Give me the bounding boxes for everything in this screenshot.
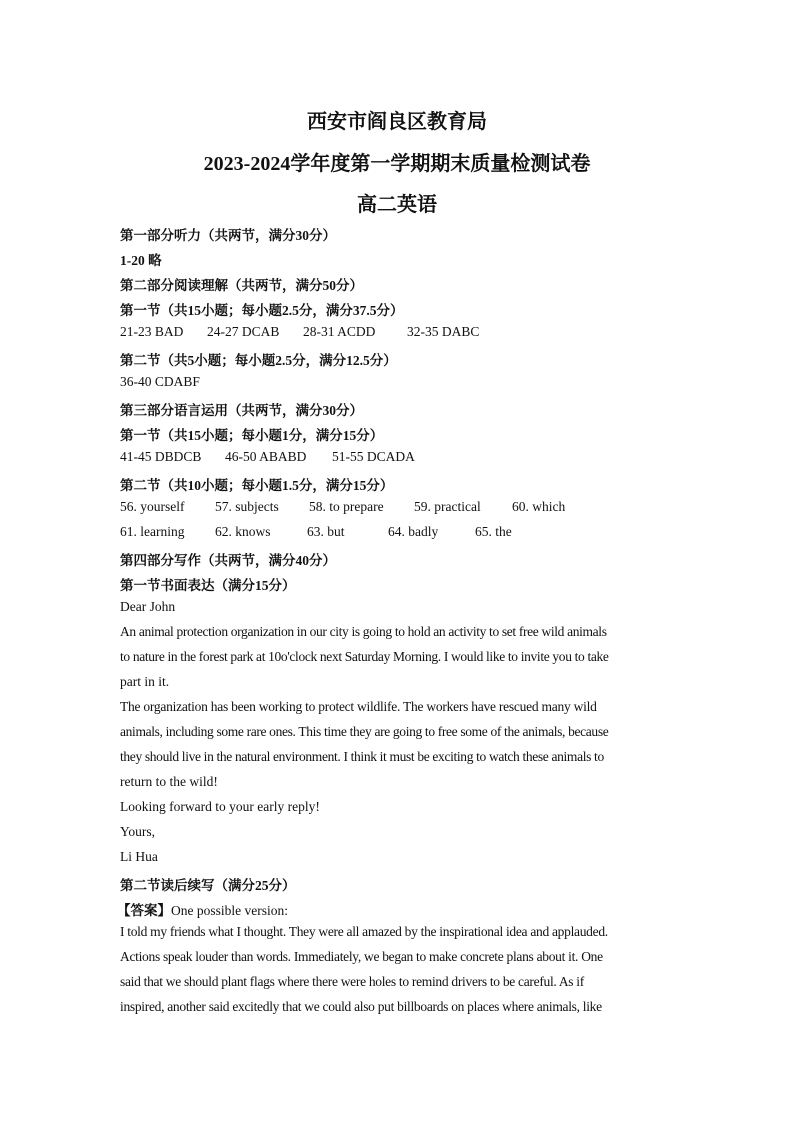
listening-answer: 1-20 略 bbox=[120, 253, 162, 268]
reading-answer-group: 32-35 DABC bbox=[407, 324, 480, 339]
fill-answer: 57. subjects bbox=[215, 499, 279, 514]
continuation-heading: 第二节读后续写（满分25分） bbox=[120, 878, 296, 893]
answer-tag: 【答案】 bbox=[117, 903, 171, 918]
reading-answer-group: 28-31 ACDD bbox=[303, 324, 376, 339]
listening-heading: 第一部分听力（共两节，满分30分） bbox=[120, 228, 336, 243]
letter-salutation: Dear John bbox=[120, 599, 176, 614]
letter-closing: Looking forward to your early reply! bbox=[120, 799, 320, 814]
page-exam-title: 2023-2024学年度第一学期期末质量检测试卷 bbox=[203, 153, 591, 175]
language-section2-heading: 第二节（共10小题；每小题1.5分，满分15分） bbox=[120, 478, 394, 493]
letter-line: An animal protection organization in our city is going to hold an activity to set free wild animals bbox=[120, 624, 607, 639]
fill-answer: 62. knows bbox=[215, 524, 271, 539]
letter-line: return to the wild! bbox=[120, 774, 218, 789]
answer-intro: One possible version: bbox=[171, 903, 288, 918]
fill-answer: 65. the bbox=[475, 524, 512, 539]
language-heading: 第三部分语言运用（共两节，满分30分） bbox=[120, 403, 363, 418]
fill-answer: 60. which bbox=[512, 499, 566, 514]
page-subject-title: 高二英语 bbox=[357, 194, 437, 216]
reading-section1-heading: 第一节（共15小题；每小题2.5分，满分37.5分） bbox=[120, 303, 404, 318]
continuation-line: Actions speak louder than words. Immediately, we began to make concrete plans about it. One bbox=[120, 949, 603, 964]
writing-heading: 第四部分写作（共两节，满分40分） bbox=[120, 553, 336, 568]
reading-answer-group: 21-23 BAD bbox=[120, 324, 184, 339]
fill-answer: 59. practical bbox=[414, 499, 481, 514]
language-answer-group: 46-50 ABABD bbox=[225, 449, 307, 464]
language-answer-group: 51-55 DCADA bbox=[332, 449, 415, 464]
language-answer-group: 41-45 DBDCB bbox=[120, 449, 202, 464]
fill-answer: 63. but bbox=[307, 524, 345, 539]
letter-yours: Yours, bbox=[120, 824, 156, 839]
fill-answer: 64. badly bbox=[388, 524, 439, 539]
fill-answer: 61. learning bbox=[120, 524, 185, 539]
continuation-line: inspired, another said excitedly that we could also put billboards on places where animals, like bbox=[120, 999, 602, 1014]
letter-line: The organization has been working to protect wildlife. The workers have rescued many wild bbox=[120, 699, 597, 714]
page-org-title: 西安市阎良区教育局 bbox=[307, 111, 487, 133]
reading-section2-answer: 36-40 CDABF bbox=[120, 374, 200, 389]
answer-intro-line bbox=[117, 899, 288, 919]
letter-line: animals, including some rare ones. This time they are going to free some of the animals, because bbox=[120, 724, 609, 739]
letter-signature: Li Hua bbox=[120, 849, 158, 864]
letter-line: they should live in the natural environment. I think it must be exciting to watch these animals to bbox=[120, 749, 604, 764]
continuation-line: said that we should plant flags where there were holes to remind drivers to be careful. As if bbox=[120, 974, 584, 989]
letter-line: to nature in the forest park at 10o'clock next Saturday Morning. I would like to invite you to take bbox=[120, 649, 609, 664]
fill-answer: 58. to prepare bbox=[309, 499, 384, 514]
writing-section1-heading: 第一节书面表达（满分15分） bbox=[120, 578, 296, 593]
language-section1-heading: 第一节（共15小题；每小题1分，满分15分） bbox=[120, 428, 384, 443]
reading-heading: 第二部分阅读理解（共两节，满分50分） bbox=[120, 278, 363, 293]
reading-section2-heading: 第二节（共5小题；每小题2.5分，满分12.5分） bbox=[120, 353, 397, 368]
fill-answer: 56. yourself bbox=[120, 499, 185, 514]
reading-answer-group: 24-27 DCAB bbox=[207, 324, 280, 339]
continuation-line: I told my friends what I thought. They were all amazed by the inspirational idea and applauded. bbox=[120, 924, 608, 939]
letter-line: part in it. bbox=[120, 674, 170, 689]
